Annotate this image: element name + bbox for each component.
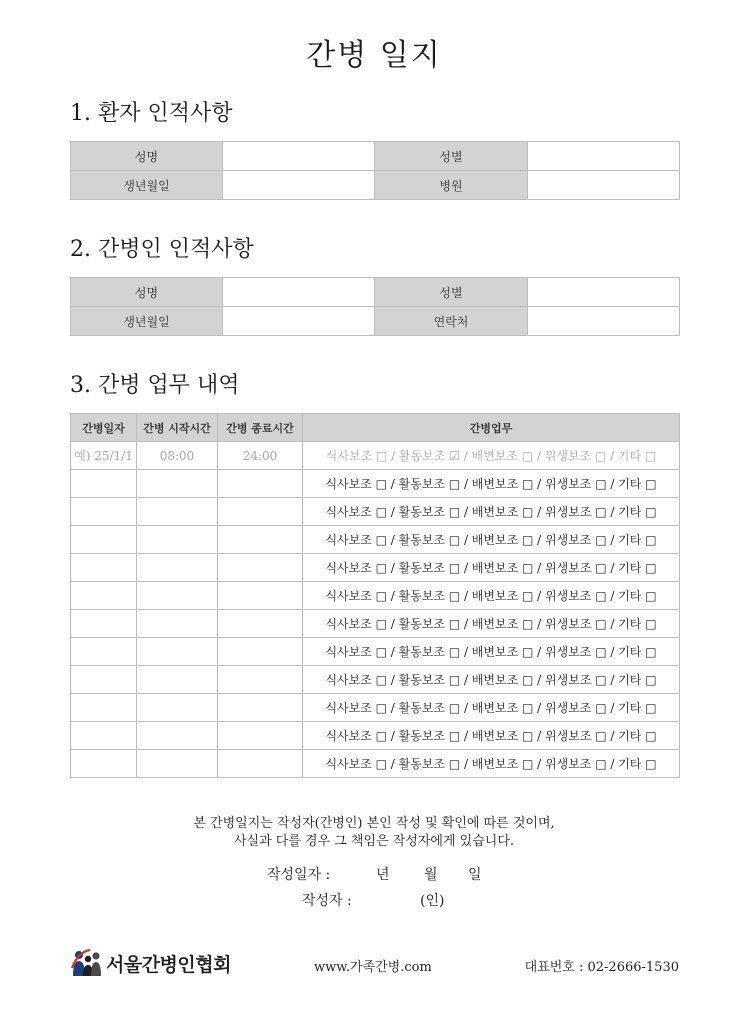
year-label: 년 (376, 867, 390, 883)
patient-gender-label: 성별 (375, 142, 528, 171)
duty-end-field[interactable] (218, 666, 303, 694)
table-row (71, 610, 680, 638)
table-row (71, 582, 680, 610)
table-row (71, 666, 680, 694)
table-row (71, 554, 680, 582)
caregiver-name-field[interactable] (223, 278, 375, 307)
duty-date-field[interactable] (71, 694, 137, 722)
table-row (71, 171, 680, 200)
table-row (71, 142, 680, 171)
table-row (71, 278, 680, 307)
header-date: 간병일자 (71, 414, 137, 442)
table-row (71, 470, 680, 498)
duty-date-field[interactable] (71, 722, 137, 750)
duty-start-field[interactable] (137, 750, 218, 778)
page-title: 간병 일지 (306, 38, 442, 73)
table-row (71, 307, 680, 336)
duty-start-field[interactable] (137, 470, 218, 498)
table-header-row (71, 414, 680, 442)
caregiver-info-table (70, 277, 680, 336)
writer-label: 작성자 : (302, 893, 352, 909)
family-logo-icon (70, 948, 104, 978)
duty-date-field[interactable] (71, 526, 137, 554)
day-label: 일 (468, 867, 482, 883)
duty-date-field[interactable] (71, 638, 137, 666)
duty-log-table (70, 413, 680, 778)
duty-end-field[interactable] (218, 554, 303, 582)
duty-tasks-checklist[interactable]: 식사보조 □ / 활동보조 □ / 배변보조 □ / 위생보조 □ / 기타 □ (303, 610, 680, 638)
table-row (71, 694, 680, 722)
duty-start-field[interactable] (137, 610, 218, 638)
patient-info-table (70, 141, 680, 200)
duty-start-field[interactable] (137, 666, 218, 694)
patient-hospital-field[interactable] (528, 171, 680, 200)
duty-start-field[interactable] (137, 722, 218, 750)
caregiver-birth-field[interactable] (223, 307, 375, 336)
duty-tasks-checklist[interactable]: 식사보조 □ / 활동보조 □ / 배변보조 □ / 위생보조 □ / 기타 □ (303, 554, 680, 582)
duty-tasks-checklist[interactable]: 식사보조 □ / 활동보조 □ / 배변보조 □ / 위생보조 □ / 기타 □ (303, 526, 680, 554)
duty-tasks-checklist[interactable]: 식사보조 □ / 활동보조 □ / 배변보조 □ / 위생보조 □ / 기타 □ (303, 722, 680, 750)
caregiver-birth-label: 생년월일 (71, 307, 223, 336)
duty-end-field[interactable] (218, 526, 303, 554)
org-name: 서울간병인협회 (106, 953, 231, 976)
caregiver-contact-label: 연락처 (375, 307, 528, 336)
phone-text: 대표번호 : 02-2666-1530 (524, 960, 679, 975)
duty-tasks-checklist[interactable]: 식사보조 □ / 활동보조 □ / 배변보조 □ / 위생보조 □ / 기타 □ (303, 498, 680, 526)
duty-date-field[interactable] (71, 582, 137, 610)
duty-date-field[interactable] (71, 498, 137, 526)
duty-tasks-checklist[interactable]: 식사보조 □ / 활동보조 □ / 배변보조 □ / 위생보조 □ / 기타 □ (303, 750, 680, 778)
duty-tasks-checklist[interactable]: 식사보조 □ / 활동보조 □ / 배변보조 □ / 위생보조 □ / 기타 □ (303, 582, 680, 610)
duty-end-field[interactable] (218, 750, 303, 778)
duty-date-field[interactable] (71, 610, 137, 638)
duty-tasks-checklist[interactable]: 식사보조 □ / 활동보조 □ / 배변보조 □ / 위생보조 □ / 기타 □ (303, 666, 680, 694)
patient-birth-label: 생년월일 (71, 171, 223, 200)
seal-label: (인) (420, 893, 445, 909)
patient-name-label: 성명 (71, 142, 223, 171)
table-row (71, 722, 680, 750)
org-logo (70, 948, 231, 978)
example-tasks: 식사보조 □ / 활동보조 ☑ / 배변보조 □ / 위생보조 □ / 기타 □ (303, 442, 680, 470)
duty-end-field[interactable] (218, 694, 303, 722)
duty-start-field[interactable] (137, 638, 218, 666)
duty-tasks-checklist[interactable]: 식사보조 □ / 활동보조 □ / 배변보조 □ / 위생보조 □ / 기타 □ (303, 694, 680, 722)
caregiver-name-label: 성명 (71, 278, 223, 307)
duty-end-field[interactable] (218, 582, 303, 610)
duty-date-field[interactable] (71, 554, 137, 582)
duty-end-field[interactable] (218, 610, 303, 638)
duty-date-field[interactable] (71, 470, 137, 498)
header-start-time: 간병 시작시간 (137, 414, 218, 442)
note-line-2: 사실과 다를 경우 그 책임은 작성자에게 있습니다. (233, 834, 515, 849)
caregiver-gender-label: 성별 (375, 278, 528, 307)
note-line-1: 본 간병일지는 작성자(간병인) 본인 작성 및 확인에 따른 것이며, (193, 816, 555, 831)
footer (70, 948, 679, 978)
table-row (71, 498, 680, 526)
header-end-time: 간병 종료시간 (218, 414, 303, 442)
duty-start-field[interactable] (137, 554, 218, 582)
duty-end-field[interactable] (218, 638, 303, 666)
caregiver-contact-field[interactable] (528, 307, 680, 336)
example-row (71, 442, 680, 470)
table-row (71, 638, 680, 666)
patient-gender-field[interactable] (528, 142, 680, 171)
table-row (71, 750, 680, 778)
month-label: 월 (424, 867, 438, 883)
header-tasks: 간병업무 (303, 414, 680, 442)
duty-start-field[interactable] (137, 498, 218, 526)
duty-date-field[interactable] (71, 750, 137, 778)
duty-tasks-checklist[interactable]: 식사보조 □ / 활동보조 □ / 배변보조 □ / 위생보조 □ / 기타 □ (303, 638, 680, 666)
table-row (71, 526, 680, 554)
example-date: 예) 25/1/1 (71, 442, 137, 470)
caregiver-gender-field[interactable] (528, 278, 680, 307)
duty-start-field[interactable] (137, 582, 218, 610)
date-label: 작성일자 : (267, 867, 331, 883)
duty-date-field[interactable] (71, 666, 137, 694)
example-end: 24:00 (218, 442, 303, 470)
patient-hospital-label: 병원 (375, 171, 528, 200)
website-text: www.가족간병.com (314, 960, 432, 975)
example-start: 08:00 (137, 442, 218, 470)
duty-tasks-checklist[interactable]: 식사보조 □ / 활동보조 □ / 배변보조 □ / 위생보조 □ / 기타 □ (303, 470, 680, 498)
duty-start-field[interactable] (137, 694, 218, 722)
section-heading-duty: 3. 간병 업무 내역 (70, 373, 240, 398)
duty-end-field[interactable] (218, 470, 303, 498)
patient-name-field[interactable] (223, 142, 375, 171)
section-heading-patient: 1. 환자 인적사항 (70, 101, 233, 126)
duty-end-field[interactable] (218, 722, 303, 750)
disclaimer-note (0, 815, 748, 851)
duty-end-field[interactable] (218, 498, 303, 526)
patient-birth-field[interactable] (223, 171, 375, 200)
section-heading-caregiver: 2. 간병인 인적사항 (70, 237, 254, 262)
duty-start-field[interactable] (137, 526, 218, 554)
